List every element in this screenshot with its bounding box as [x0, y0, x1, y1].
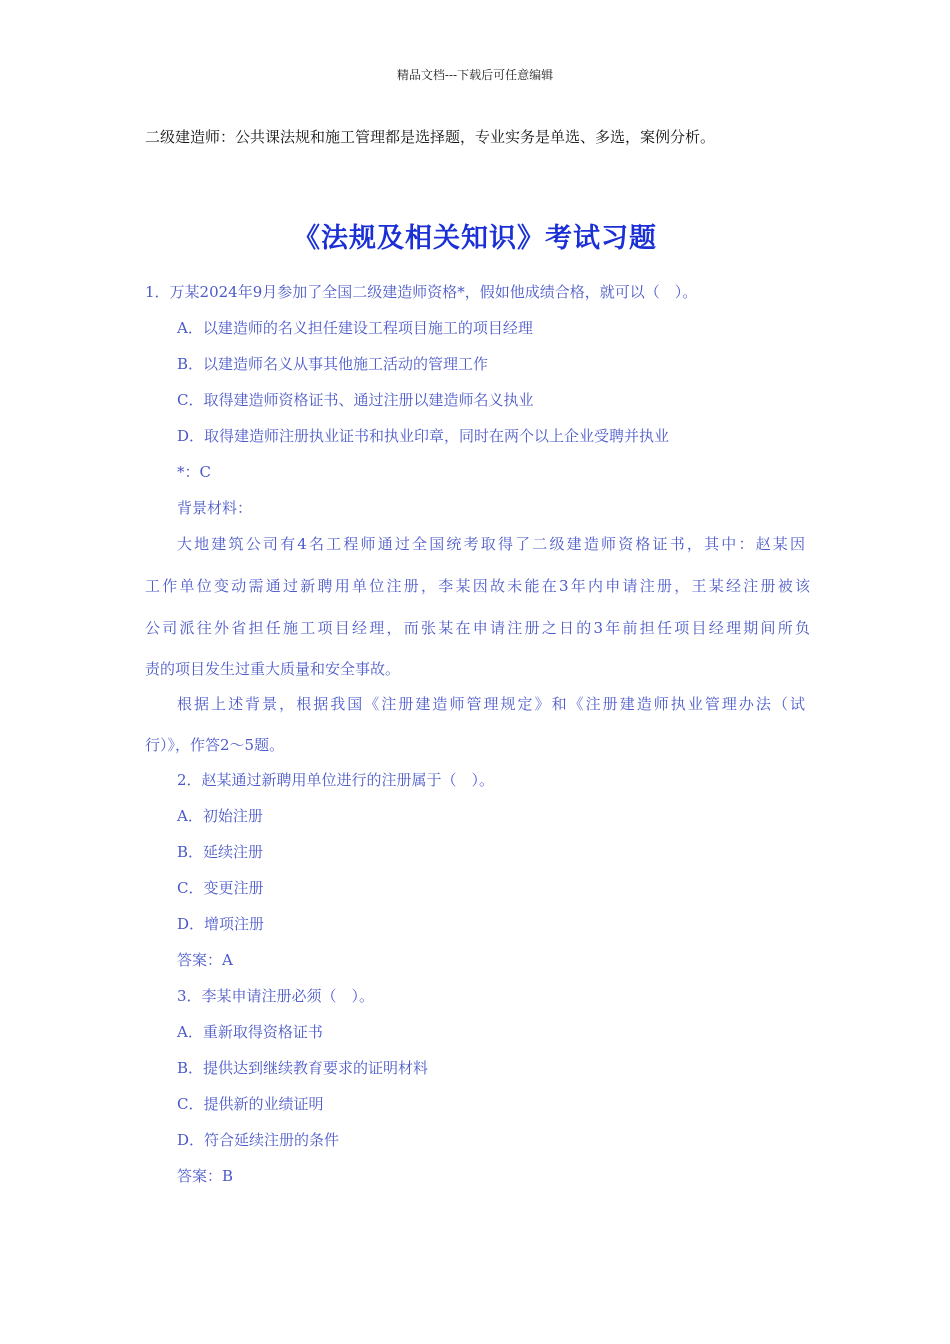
- option-b: B．以建造师名义从事其他施工活动的管理工作: [177, 355, 489, 373]
- background-text: 工作单位变动需通过新聘用单位注册，李某因故未能在3年内申请注册，王某经注册被该: [145, 577, 810, 595]
- option-a: A．初始注册: [177, 807, 263, 825]
- option-c: C．变更注册: [177, 879, 264, 897]
- page-header: 精品文档---下载后可任意编辑: [396, 68, 554, 82]
- background-text: 公司派往外省担任施工项目经理，而张某在申请注册之日的3年前担任项目经理期间所负: [145, 619, 810, 637]
- question-2: 2．赵某通过新聘用单位进行的注册属于（ ）。: [177, 771, 495, 789]
- question-1: 1．万某2024年9月参加了全国二级建造师资格*，假如他成绩合格，就可以（ ）。: [145, 283, 698, 301]
- document-title: 《法规及相关知识》考试习题: [293, 223, 657, 254]
- option-c: C．取得建造师资格证书、通过注册以建造师名义执业: [177, 391, 534, 409]
- answer-3: 答案：B: [177, 1167, 234, 1185]
- option-b: B．延续注册: [177, 843, 264, 861]
- instruction-text: 行）》，作答2～5题。: [145, 736, 285, 754]
- option-a: A．重新取得资格证书: [177, 1023, 323, 1041]
- option-d: D．取得建造师注册执业证书和执业印章，同时在两个以上企业受聘并执业: [177, 427, 670, 445]
- instruction-text: 根据上述背景，根据我国《注册建造师管理规定》和《注册建造师执业管理办法（试: [177, 695, 805, 713]
- answer-2: 答案：A: [177, 951, 233, 969]
- background-label: 背景材料：: [177, 499, 253, 517]
- option-c: C．提供新的业绩证明: [177, 1095, 324, 1113]
- question-3: 3．李某申请注册必须（ ）。: [177, 987, 375, 1005]
- option-d: D．增项注册: [177, 915, 265, 933]
- background-text: 大地建筑公司有4名工程师通过全国统考取得了二级建造师资格证书，其中：赵某因: [177, 535, 805, 553]
- background-text: 责的项目发生过重大质量和安全事故。: [145, 660, 401, 678]
- intro-paragraph: 二级建造师：公共课法规和施工管理都是选择题，专业实务是单选、多选，案例分析。: [145, 128, 716, 146]
- option-b: B．提供达到继续教育要求的证明材料: [177, 1059, 429, 1077]
- answer-1: *：C: [177, 463, 211, 481]
- option-a: A．以建造师的名义担任建设工程项目施工的项目经理: [177, 319, 533, 337]
- option-d: D．符合延续注册的条件: [177, 1131, 340, 1149]
